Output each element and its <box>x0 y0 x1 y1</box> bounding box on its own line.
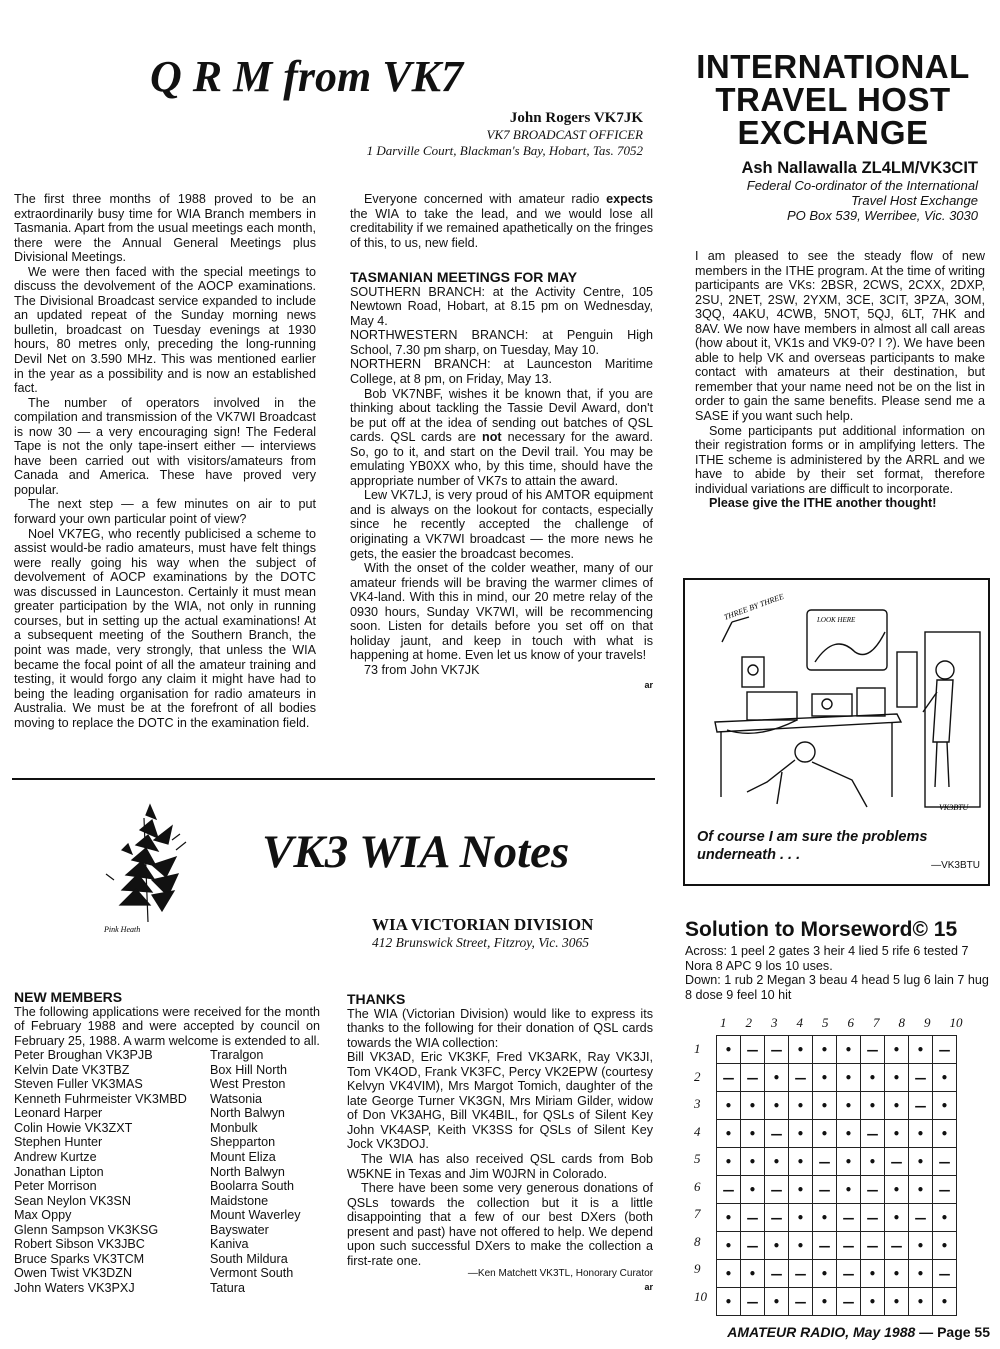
member-place: Mount Eliza <box>210 1150 276 1165</box>
grid-column-label: 10 <box>949 1015 963 1030</box>
grid-cell: • <box>789 1176 813 1204</box>
qrm-article <box>0 0 665 780</box>
cartoon-sign-text: THREE BY THREE <box>722 591 785 622</box>
grid-row-label: 1 <box>694 1041 701 1056</box>
grid-cell: — <box>789 1260 813 1288</box>
grid-cell: — <box>741 1204 765 1232</box>
grid-cell: • <box>717 1120 741 1148</box>
grid-column-label: 2 <box>745 1015 752 1030</box>
grid-cell: — <box>909 1064 933 1092</box>
member-name: Stephen Hunter <box>14 1135 103 1150</box>
grid-cell: • <box>837 1092 861 1120</box>
grid-cell: • <box>717 1288 741 1316</box>
grid-row <box>717 1120 957 1148</box>
vk3-logo <box>92 800 212 940</box>
member-name: Leonard Harper <box>14 1106 103 1121</box>
grid-cell: • <box>789 1092 813 1120</box>
grid-cell: — <box>813 1232 837 1260</box>
grid-cell: • <box>885 1176 909 1204</box>
qrm-para: We were then faced with the special meetings to discuss the devolvement of the AOCP examinations. The Divisional Broadcast service expanded to include an updated repeat of the Sunday morning news bulletin, broadcast on Tuesday evenings at 1930 hours, 80 metres only, preceding the long-running Devil Net on 3.590 MHz. This was mentioned earlier in the year as a possibility and is now an established fact. <box>14 264 316 396</box>
grid-cell: — <box>861 1176 885 1204</box>
member-name: Steven Fuller VK3MAS <box>14 1077 143 1092</box>
grid-cell: • <box>861 1092 885 1120</box>
grid-cell: — <box>765 1120 789 1148</box>
qrm-para: The next step — a few minutes on air to put forward your own particular point of view? <box>14 497 316 527</box>
member-place: Bayswater <box>210 1222 269 1237</box>
grid-cell: • <box>885 1120 909 1148</box>
member-name: Glenn Sampson VK3KSG <box>14 1222 159 1237</box>
grid-cell: • <box>717 1260 741 1288</box>
grid-cell: • <box>885 1064 909 1092</box>
vk3-end-mark: ar <box>644 1282 653 1293</box>
grid-cell: • <box>717 1204 741 1232</box>
grid-cell: — <box>933 1260 957 1288</box>
grid-row <box>717 1064 957 1092</box>
member-place: Shepparton <box>210 1135 276 1150</box>
qrm-bob-text-end: necessary for the award. So, go to it, and start on the Devil trail. You may be emulating YB0XX who, by this time, should have the appropriate number of VK7s to attain the award. <box>350 430 653 488</box>
grid-cell: • <box>837 1148 861 1176</box>
grid-cell: — <box>813 1176 837 1204</box>
grid-cell: — <box>861 1036 885 1064</box>
grid-row-label: 9 <box>694 1261 701 1276</box>
grid-cell: — <box>837 1288 861 1316</box>
grid-cell: • <box>861 1148 885 1176</box>
thanks-section <box>347 992 653 1295</box>
grid-row <box>717 1288 957 1316</box>
qrm-para: Noel VK7EG, who recently publicised a scheme to assist would-be radio amateurs, must have felt things were really going his way when the subject of devolvement of AOCP examinations by the DOTC was discussed in Launceston. Certainly it must mean greater participation by the WIA, not only in running courses, but in setting up the actual examinations! At a subsequent meeting of the Southern Branch, the point was made, very strongly, that unless the WIA became the focal point of all the amateur training and testing, it would forgo any claim it might have had to being the leading organisation for radio amateurs in Australia. We must be at the forefront of all bodies moving to replace the DOTC in the examination field. <box>14 526 316 730</box>
ithe-author: Ash Nallawalla ZL4LM/VK3CIT <box>741 159 978 177</box>
grid-cell: • <box>885 1204 909 1232</box>
grid-cell: • <box>741 1120 765 1148</box>
grid-column-label: 5 <box>822 1015 829 1030</box>
member-name: Bruce Sparks VK3TCM <box>14 1251 145 1266</box>
grid-cell: • <box>933 1204 957 1232</box>
grid-cell: • <box>813 1036 837 1064</box>
morseword-clues <box>685 944 995 1002</box>
grid-cell: — <box>813 1148 837 1176</box>
grid-cell: • <box>909 1120 933 1148</box>
thanks-signature: —Ken Matchett VK3TL, Honorary Curator <box>467 1268 653 1280</box>
grid-row-label: 3 <box>694 1096 701 1111</box>
member-place: South Mildura <box>210 1251 288 1266</box>
member-name: Andrew Kurtze <box>14 1150 97 1165</box>
grid-column-label: 3 <box>771 1015 778 1030</box>
grid-cell: — <box>909 1092 933 1120</box>
meeting-item: NORTHWESTERN BRANCH: at Penguin High School, 7.30 pm sharp, on Tuesday, May 10. <box>350 328 653 357</box>
new-members-heading: NEW MEMBERS <box>14 989 123 1005</box>
cartoon-poster-text: LOOK HERE <box>817 616 856 624</box>
member-name: Max Oppy <box>14 1208 72 1223</box>
member-name: Peter Morrison <box>14 1179 97 1194</box>
grid-cell: — <box>765 1036 789 1064</box>
grid-row <box>717 1176 957 1204</box>
grid-cell: • <box>789 1120 813 1148</box>
grid-cell: • <box>885 1260 909 1288</box>
morseword-title: Solution to Morseword© 15 <box>685 918 958 941</box>
thanks-para: The WIA has also received QSL cards from Bob W5KNE in Texas and Jim W0JRN in Colorado. <box>347 1152 653 1181</box>
grid-cell: — <box>741 1288 765 1316</box>
qrm-bob-text: Bob VK7NBF, wishes it be known that, if you are thinking about tackling the Tassie Devil Award, don't be put off at the idea of sending out batches of QSL cards. QSL cards are <box>350 386 653 445</box>
new-members-section <box>14 990 320 1295</box>
grid-cell: • <box>789 1232 813 1260</box>
grid-column-label: 9 <box>924 1015 931 1030</box>
member-row <box>14 1266 301 1281</box>
grid-cell: — <box>789 1064 813 1092</box>
member-row <box>14 1223 301 1238</box>
thanks-heading: THANKS <box>347 991 406 1007</box>
ithe-role-line: Federal Co-ordinator of the International <box>746 178 978 193</box>
page-footer <box>727 1324 990 1340</box>
member-row <box>14 1194 301 1209</box>
grid-row-label: 10 <box>694 1288 707 1304</box>
member-row <box>14 1237 301 1252</box>
member-name: Jonathan Lipton <box>14 1164 104 1179</box>
qrm-intro-emphasis: expects <box>606 192 653 206</box>
grid-cell: • <box>909 1036 933 1064</box>
member-row <box>14 1281 301 1296</box>
grid-cell: • <box>813 1092 837 1120</box>
qrm-title: Q R M from VK7 <box>150 52 463 101</box>
grid-cell: • <box>741 1148 765 1176</box>
member-row <box>14 1048 301 1063</box>
grid-cell: • <box>837 1120 861 1148</box>
grid-cell: • <box>909 1260 933 1288</box>
grid-cell: • <box>909 1232 933 1260</box>
grid-column-label: 1 <box>720 1015 727 1030</box>
member-row <box>14 1121 301 1136</box>
new-members-intro: The following applications were received for the month of February 1988 and were accepted by council on February 25, 1988. A warm welcome is extended to all. <box>14 1004 320 1048</box>
grid-cell: — <box>765 1260 789 1288</box>
member-name: Colin Howie VK3ZXT <box>14 1120 133 1135</box>
qrm-column-2 <box>350 192 653 692</box>
section-divider <box>12 778 655 780</box>
grid-cell: — <box>861 1204 885 1232</box>
grid-cell: • <box>861 1288 885 1316</box>
grid-cell: • <box>909 1148 933 1176</box>
ithe-para: Some participants put additional information on their registration forms or in amplifying letters. The ITHE scheme is administered by the ARRL and we have to abide by their set format, therefore individual variations are difficult to incorporate. <box>695 423 985 496</box>
grid-cell: • <box>909 1288 933 1316</box>
member-row <box>14 1150 301 1165</box>
pink-heath-logo <box>92 800 212 940</box>
cartoon-caption: Of course I am sure the problems underneath . . . <box>697 829 928 863</box>
member-place: Vermont South <box>210 1266 294 1281</box>
grid-row <box>717 1204 957 1232</box>
qrm-bob-emphasis: not <box>482 430 502 445</box>
grid-cell: • <box>717 1036 741 1064</box>
member-place: North Balwyn <box>210 1164 285 1179</box>
qrm-para: With the onset of the colder weather, many of our amateur friends will be braving the warmer climes of VK4-land. With this in mind, our 20 metre relay of the 0930 hours, Sunday VK7WI, will be recommencing soon. Listen for details before you set off on that holiday jaunt, and keep in touch with what is happening at home. Even let us know of your travels! <box>350 561 653 663</box>
grid-cell: • <box>861 1260 885 1288</box>
grid-row <box>717 1036 957 1064</box>
ithe-closing: Please give the ITHE another thought! <box>709 496 937 511</box>
grid-cell: • <box>717 1148 741 1176</box>
grid-cell: • <box>789 1204 813 1232</box>
grid-cell: — <box>861 1232 885 1260</box>
qrm-intro-para <box>350 192 653 250</box>
member-name: John Waters VK3PXJ <box>14 1280 135 1295</box>
qrm-intro-text-end: the WIA to take the lead, and we would lose all creditability if we remained apathetically on the fringes of this, to us, new field. <box>350 206 653 250</box>
meetings-heading: TASMANIAN MEETINGS FOR MAY <box>350 269 578 286</box>
grid-cell: • <box>765 1232 789 1260</box>
grid-row-label: 4 <box>694 1123 701 1139</box>
member-place: Tatura <box>210 1280 246 1295</box>
grid-column-label: 8 <box>898 1015 905 1030</box>
grid-cell: • <box>837 1176 861 1204</box>
grid-cell: — <box>717 1176 741 1204</box>
qrm-para: The first three months of 1988 proved to be an extraordinarily busy time for WIA Branch members in Tasmania. Apart from the usual meetings each month, there were the Annual General Meetings plus Divisional Meetings. <box>14 192 316 265</box>
qrm-intro-text: Everyone concerned with amateur radio <box>364 192 607 206</box>
grid-cell: • <box>813 1260 837 1288</box>
grid-cell: • <box>837 1064 861 1092</box>
morseword-across: Across: 1 peel 2 gates 3 heir 4 lied 5 rife 6 tested 7 Nora 8 APC 9 los 10 uses. <box>685 944 969 973</box>
vk3-address: 412 Brunswick Street, Fitzroy, Vic. 3065 <box>372 935 589 950</box>
grid-row <box>717 1148 957 1176</box>
qrm-address: 1 Darville Court, Blackman's Bay, Hobart, Tas. 7052 <box>366 143 643 158</box>
vk3-org: WIA VICTORIAN DIVISION <box>372 915 594 934</box>
grid-cell: • <box>813 1064 837 1092</box>
member-row <box>14 1135 301 1150</box>
footer-magazine: AMATEUR RADIO, May 1988 <box>727 1324 916 1340</box>
member-place: Watsonia <box>210 1091 263 1106</box>
grid-cell: — <box>717 1064 741 1092</box>
member-place: Box Hill North <box>210 1062 287 1077</box>
thanks-para: The WIA (Victorian Division) would like to express its thanks to the following for their donation of QSL cards towards the WIA collection: <box>347 1006 653 1050</box>
grid-cell: — <box>765 1176 789 1204</box>
thanks-para: Bill VK3AD, Eric VK3KF, Fred VK3ARK, Ray VK3JI, Tom VK4OD, Frank VK3FC, Percy VK2EPW (courtesy Kelvyn VK4VIM), Mrs Margot Tomich, daughter of the late George Turner VK3GN, Mrs Miriam Gilder, widow of Don VK3AHG, Bill VK4BIL, for QSLs of Silent Key John VK4ASP, Keith VK3SS for QSLs of Silent Key Jock VK3DOJ. <box>347 1050 653 1152</box>
member-name: Peter Broughan VK3PJB <box>14 1048 153 1063</box>
grid-cell: — <box>885 1148 909 1176</box>
grid-row-label: 6 <box>694 1178 701 1194</box>
grid-cell: — <box>933 1148 957 1176</box>
member-place: Traralgon <box>210 1048 264 1063</box>
qrm-role: VK7 BROADCAST OFFICER <box>486 127 643 142</box>
grid-cell: • <box>933 1064 957 1092</box>
member-name: Sean Neylon VK3SN <box>14 1193 131 1208</box>
member-name: Kelvin Date VK3TBZ <box>14 1062 130 1077</box>
ithe-address: PO Box 539, Werribee, Vic. 3030 <box>786 208 978 223</box>
grid-column-label: 4 <box>796 1015 803 1030</box>
grid-cell: • <box>885 1092 909 1120</box>
thanks-para: There have been some very generous donations of QSLs towards the collection but it is a little disappointing that a few of our best DXers (both present and past) have not offered to help. We depend upon such successful DXers to make the collection a first-rate one. <box>347 1181 653 1268</box>
morseword-down: Down: 1 rub 2 Megan 3 beau 4 head 5 lug 6 lain 7 hug 8 dose 9 feel 10 hit <box>685 973 989 1002</box>
qrm-para: The number of operators involved in the compilation and transmission of the VK7WI Broadcast is now 30 — a very encouraging sign! The Federal Tape is not the only tape-insert either — interviews have been carried out with visitors/amateurs from Canada and America. These have proved very popular. <box>14 395 316 497</box>
morseword-grid <box>716 1035 957 1316</box>
cartoon-credit: —VK3BTU <box>931 860 980 871</box>
member-row <box>14 1063 301 1078</box>
meeting-item: NORTHERN BRANCH: at Launceston Maritime College, at 8 pm, on Friday, May 13. <box>350 357 653 387</box>
grid-cell: — <box>909 1204 933 1232</box>
grid-column-label: 6 <box>847 1015 854 1030</box>
cartoon-illustration <box>687 582 986 822</box>
qrm-column-1 <box>14 192 316 730</box>
member-row <box>14 1106 301 1121</box>
member-place: West Preston <box>210 1077 286 1092</box>
grid-cell: • <box>765 1092 789 1120</box>
member-place: North Balwyn <box>210 1106 285 1121</box>
cartoon-box <box>683 578 990 886</box>
member-row <box>14 1165 301 1180</box>
member-place: Kaniva <box>210 1237 249 1252</box>
qrm-para: Lew VK7LJ, is very proud of his AMTOR equipment and is always on the lookout for contacts, especially since he recently accepted the challenge of originating a VK7WI broadcast — the more news he gets, the easier the broadcast becomes. <box>350 488 653 561</box>
member-name: Kenneth Fuhrmeister VK3MBD <box>14 1091 187 1106</box>
grid-cell: — <box>837 1204 861 1232</box>
grid-cell: • <box>789 1036 813 1064</box>
morseword-grid-area <box>692 1015 992 1309</box>
qrm-end-mark: ar <box>644 679 653 690</box>
grid-cell: — <box>933 1176 957 1204</box>
member-row <box>14 1208 301 1223</box>
grid-cell: • <box>765 1148 789 1176</box>
grid-cell: — <box>837 1232 861 1260</box>
grid-cell: • <box>741 1092 765 1120</box>
member-row <box>14 1179 301 1194</box>
logo-credit: Pink Heath <box>104 925 141 934</box>
member-name: Robert Sibson VK3JBC <box>14 1237 145 1252</box>
member-row <box>14 1252 301 1267</box>
grid-cell: — <box>765 1204 789 1232</box>
grid-row <box>717 1092 957 1120</box>
ithe-title-line: TRAVEL HOST <box>715 81 951 118</box>
grid-cell: • <box>885 1288 909 1316</box>
grid-row-label: 7 <box>694 1206 701 1221</box>
qrm-author: John Rogers VK7JK <box>509 110 643 126</box>
grid-cell: • <box>765 1064 789 1092</box>
grid-cell: • <box>741 1176 765 1204</box>
qrm-bob-para <box>350 387 653 489</box>
grid-cell: • <box>837 1036 861 1064</box>
grid-cell: • <box>861 1064 885 1092</box>
member-place: Mount Waverley <box>210 1208 301 1223</box>
member-name: Owen Twist VK3DZN <box>14 1266 133 1281</box>
member-place: Monbulk <box>210 1120 258 1135</box>
grid-cell: • <box>741 1260 765 1288</box>
grid-column-labels <box>714 1015 974 1033</box>
member-place: Maidstone <box>210 1193 269 1208</box>
member-row <box>14 1077 301 1092</box>
grid-cell: — <box>741 1036 765 1064</box>
ithe-title-line: EXCHANGE <box>737 114 929 151</box>
grid-cell: • <box>933 1092 957 1120</box>
footer-page: — Page 55 <box>915 1324 990 1340</box>
grid-cell: — <box>861 1120 885 1148</box>
ithe-article <box>672 50 994 223</box>
grid-column-label: 7 <box>873 1015 880 1030</box>
grid-cell: • <box>813 1204 837 1232</box>
grid-row-label: 5 <box>694 1151 701 1166</box>
grid-cell: • <box>933 1288 957 1316</box>
cartoon-artist-signature: VK3BTU <box>939 803 969 812</box>
vk3-title: VK3 WIA Notes <box>262 826 570 878</box>
members-table <box>14 1048 301 1295</box>
grid-cell: • <box>789 1148 813 1176</box>
ithe-body <box>695 249 985 511</box>
grid-cell: — <box>789 1288 813 1316</box>
meeting-item: SOUTHERN BRANCH: at the Activity Centre, 105 Newtown Road, Hobart, at 8.15 pm on Wednesday, May 4. <box>350 284 653 328</box>
grid-row <box>717 1232 957 1260</box>
grid-row-label: 8 <box>694 1233 701 1249</box>
grid-cell: • <box>813 1120 837 1148</box>
grid-row <box>717 1260 957 1288</box>
grid-cell: • <box>765 1288 789 1316</box>
grid-cell: — <box>933 1036 957 1064</box>
grid-cell: — <box>741 1232 765 1260</box>
grid-cell: • <box>885 1036 909 1064</box>
grid-cell: — <box>885 1232 909 1260</box>
member-row <box>14 1092 301 1107</box>
grid-cell: • <box>933 1232 957 1260</box>
ithe-title-line: INTERNATIONAL <box>696 48 970 85</box>
grid-cell: • <box>717 1092 741 1120</box>
grid-cell: • <box>933 1120 957 1148</box>
grid-cell: — <box>837 1260 861 1288</box>
ithe-para: I am pleased to see the steady flow of new members in the ITHE program. At the time of writing participants are VKs: 2BSR, 2CWS, 2CXX, 2DXP, 2SU, 2NET, 2SW, 2YXM, 3CE, 3CIT, 3PZA, 3OM, 3QQ, 4AKU, 4CWB, 5NOT, 5QJ, 6LT, 7HK and 8AV. We now have members in almost all call areas (how about it, VK1s and VK9-0? I ?). We have been able to help VK and overseas participants to make contact with amateurs at their destination, but remember that your name need not be on the list in order to gain the same benefits. Please send me a SASE if you want such help. <box>695 249 985 424</box>
grid-cell: — <box>741 1064 765 1092</box>
grid-cell: • <box>909 1176 933 1204</box>
member-place: Boolarra South <box>210 1179 295 1194</box>
ithe-role-line: Travel Host Exchange <box>851 193 978 208</box>
grid-cell: • <box>813 1288 837 1316</box>
grid-row-label: 2 <box>694 1068 701 1084</box>
qrm-signoff: 73 from John VK7JK <box>364 662 480 677</box>
grid-cell: • <box>717 1232 741 1260</box>
